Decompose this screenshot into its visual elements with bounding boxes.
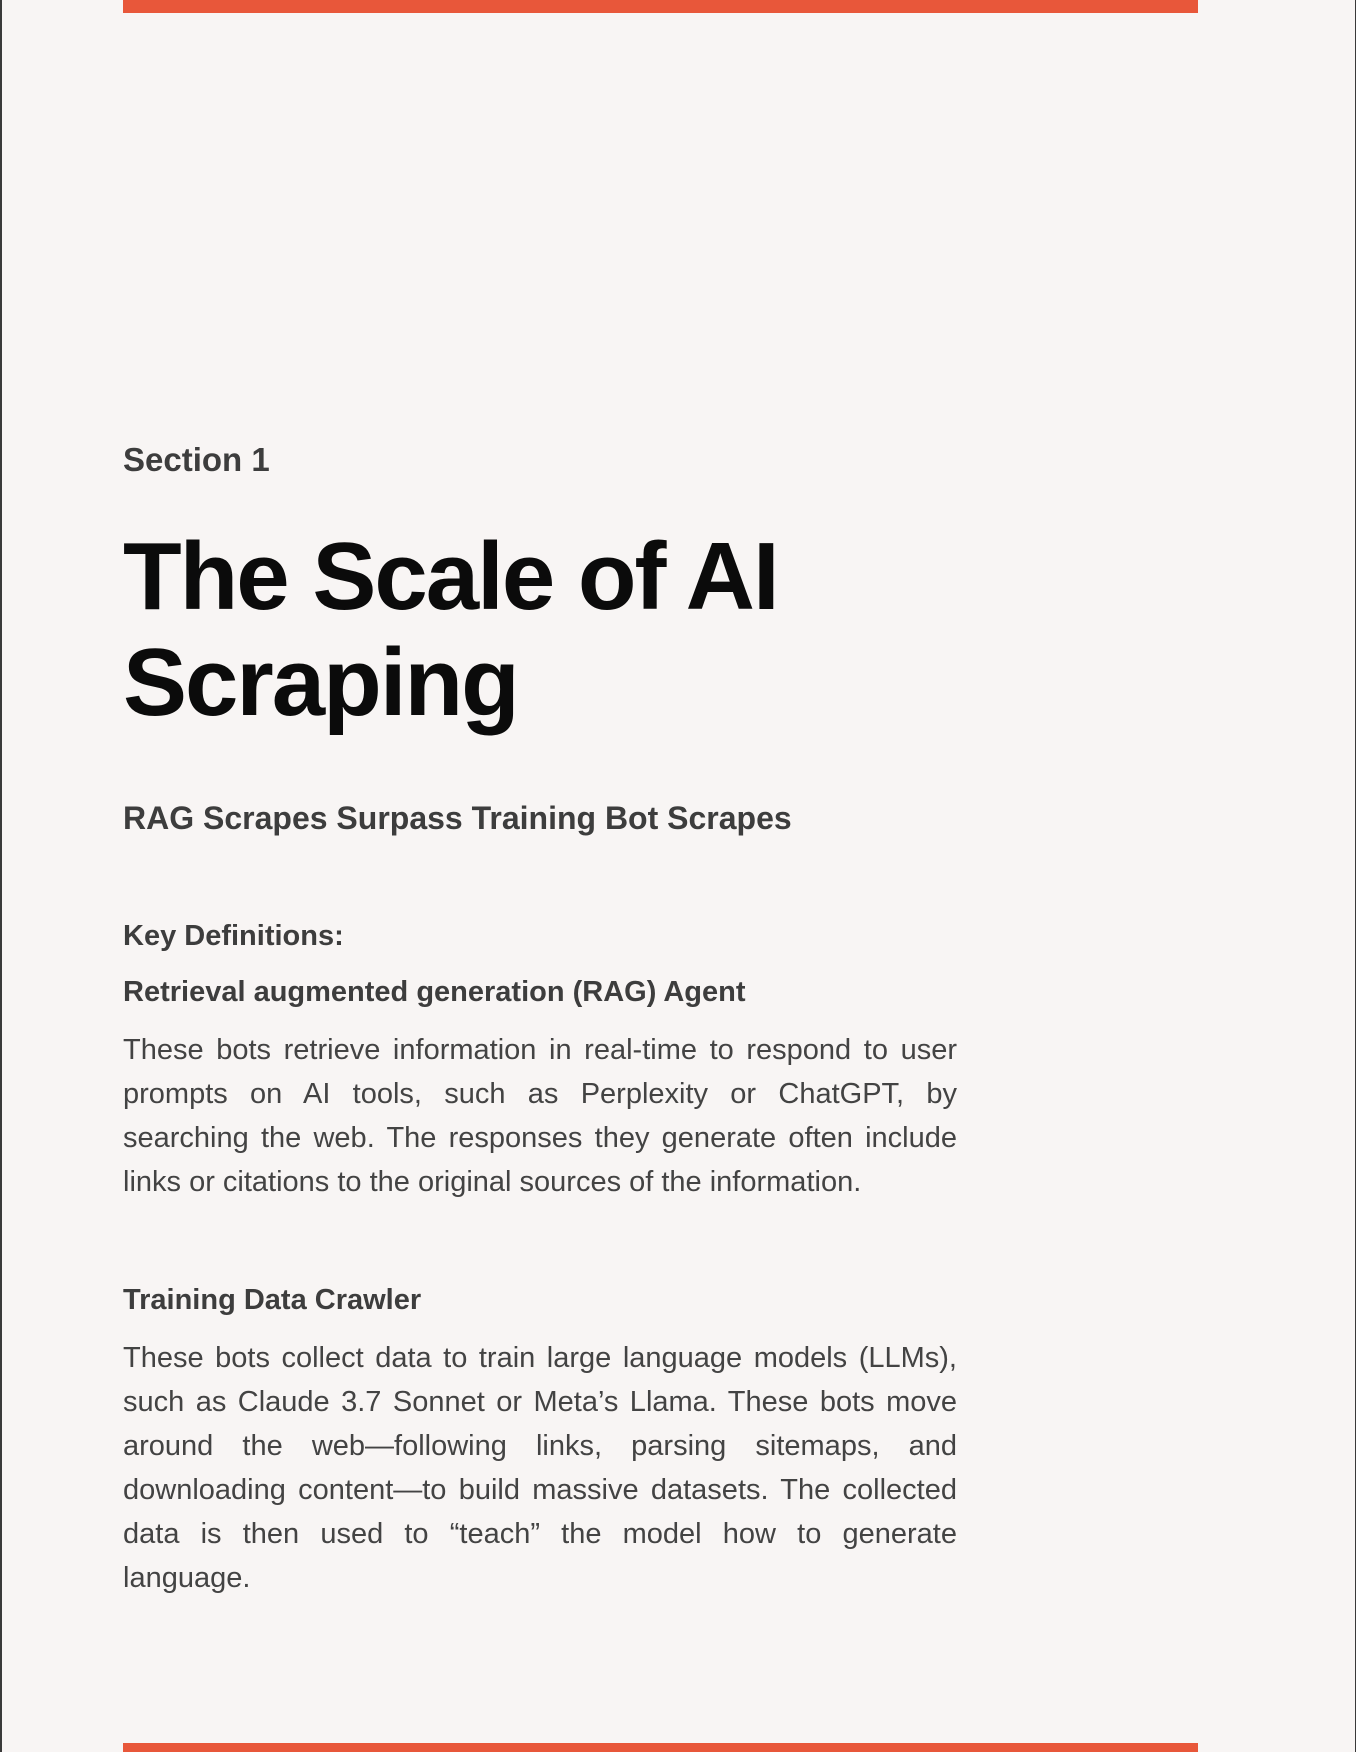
section-label: Section 1 [123,441,270,478]
definition-body-training-crawler: These bots collect data to train large language models (LLMs), such as Claude 3.7 Sonnet or Meta’s Llama. These bots move around the web—following links, parsing sitemaps, and downloading content—to build massive datasets. The collected data is then used to “teach” the model how to generate language. [123,1342,957,1594]
top-accent-bar [123,0,1198,13]
page-title [123,524,957,736]
key-definitions-heading: Key Definitions: [123,920,344,952]
page-title-line-2: Scraping [123,629,518,736]
definition-term-rag-agent: Retrieval augmented generation (RAG) Agent [123,976,746,1008]
definition-body-rag-agent: These bots retrieve information in real-time to respond to user prompts on AI tools, such as Perplexity or ChatGPT, by searching the web. The responses they generate often include links or citations to the original sources of the information. [123,1034,957,1198]
page-content [123,440,957,1600]
section-subtitle: RAG Scrapes Surpass Training Bot Scrapes [123,800,792,836]
bottom-accent-bar [123,1743,1198,1752]
page-title-line-1: The Scale of AI [123,523,778,630]
definition-term-training-crawler: Training Data Crawler [123,1284,422,1316]
